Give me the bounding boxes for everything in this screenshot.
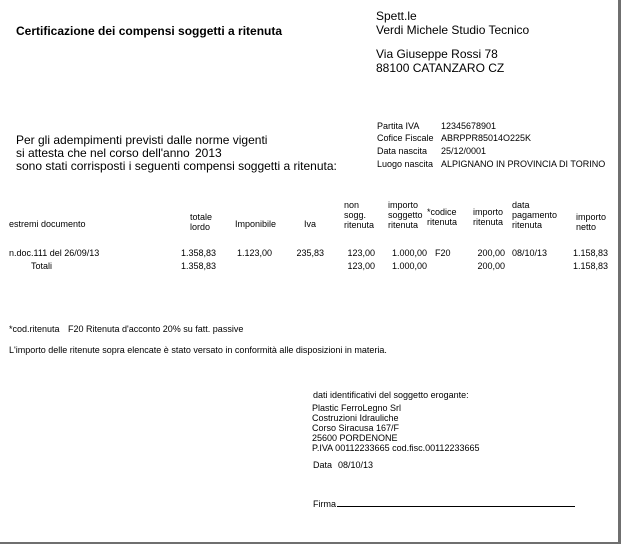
- fiscal-code-value: ABRPPR85014O225K: [441, 133, 532, 143]
- birth-place-value: ALPIGNANO IN PROVINCIA DI TORINO: [441, 159, 606, 169]
- payer-line: Plastic FerroLegno Srl: [312, 403, 402, 413]
- row-data-pag: 08/10/13: [512, 248, 548, 258]
- header-iva: Iva: [304, 219, 317, 229]
- vat-value: 12345678901: [441, 121, 497, 131]
- totals-importo-netto: 1.158,83: [572, 261, 608, 271]
- vat-label: Partita IVA: [377, 121, 420, 131]
- intro-line-1: Per gli adempimenti previsti dalle norme vigenti: [16, 133, 268, 147]
- recipient-name: Verdi Michele Studio Tecnico: [376, 23, 530, 37]
- intro-line-3: sono stati corrisposti i seguenti compensi soggetti a ritenuta:: [16, 159, 337, 173]
- intro-year: 2013: [195, 146, 222, 160]
- fiscal-code-label: Cofice Fiscale: [377, 133, 434, 143]
- row-codice: F20: [435, 248, 451, 258]
- header-estremi: estremi documento: [9, 219, 86, 229]
- row-importo-netto: 1.158,83: [572, 248, 608, 258]
- totals-label: Totali: [31, 261, 53, 271]
- row-iva: 235,83: [296, 248, 324, 258]
- header-importo-netto: importo netto: [576, 212, 607, 232]
- signature-line: [337, 506, 575, 507]
- row-totale: 1.358,83: [180, 248, 216, 258]
- payer-details: [312, 403, 479, 453]
- totals-totale: 1.358,83: [180, 261, 216, 271]
- statement-text: L'importo delle ritenute sopra elencate è stato versato in conformità alle disposizioni in materia.: [9, 345, 387, 355]
- birth-place-label: Luogo nascita: [377, 159, 434, 169]
- signature-label: Firma: [313, 499, 336, 509]
- birth-date-label: Data nascita: [377, 146, 428, 156]
- totals-non-sogg: 123,00: [347, 261, 375, 271]
- header-data-pag: data pagamento ritenuta: [512, 200, 558, 230]
- payer-line: Costruzioni Idrauliche: [312, 413, 399, 423]
- totals-importo-sogg: 1.000,00: [391, 261, 427, 271]
- footnote-label: *cod.ritenuta: [9, 324, 60, 334]
- row-importo-rit: 200,00: [477, 248, 505, 258]
- intro-line-2: si attesta che nel corso dell'anno: [16, 146, 190, 160]
- header-importo-rit: importo ritenuta: [473, 207, 504, 227]
- birth-date-value: 25/12/0001: [441, 146, 487, 156]
- row-imponibile: 1.123,00: [236, 248, 272, 258]
- recipient-street: Via Giuseppe Rossi 78: [376, 47, 498, 61]
- payer-line: 25600 PORDENONE: [312, 433, 398, 443]
- payer-line: Corso Siracusa 167/F: [312, 423, 400, 433]
- payer-line: P.IVA 00112233665 cod.fisc.00112233665: [312, 443, 480, 453]
- recipient-city: 88100 CATANZARO CZ: [376, 61, 505, 75]
- header-imponibile: Imponibile: [235, 219, 277, 229]
- totals-importo-rit: 200,00: [477, 261, 505, 271]
- payer-date-label: Data: [313, 460, 333, 470]
- recipient-salutation: Spett.le: [376, 9, 417, 23]
- row-non-sogg: 123,00: [347, 248, 375, 258]
- document-title: Certificazione dei compensi soggetti a ritenuta: [16, 24, 283, 38]
- header-importo-sogg: importo soggetto ritenuta: [388, 200, 423, 230]
- footnote-text: F20 Ritenuta d'acconto 20% su fatt. passive: [68, 324, 244, 334]
- header-non-sogg: non sogg. ritenuta: [344, 200, 375, 230]
- row-importo-sogg: 1.000,00: [391, 248, 427, 258]
- payer-heading: dati identificativi del soggetto erogante:: [313, 390, 469, 400]
- payer-date-value: 08/10/13: [338, 460, 374, 470]
- row-estremi: n.doc.111 del 26/09/13: [9, 248, 100, 258]
- header-codice: *codice ritenuta: [427, 207, 458, 227]
- header-totale: totale lordo: [190, 212, 213, 232]
